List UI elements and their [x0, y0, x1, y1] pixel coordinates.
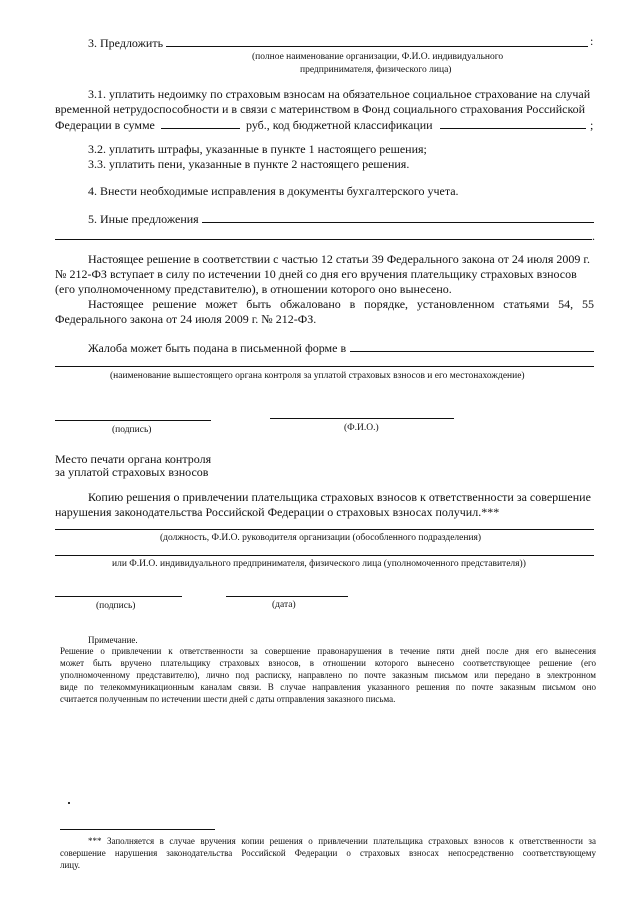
receipt-date-field[interactable] [226, 596, 348, 597]
appeal-caption: (наименование вышестоящего органа контроля за уплатой страховых взносов и его местонахождение) [110, 371, 525, 381]
item3-1-line2: временной нетрудоспособности и в связи с материнством в Фонд социального страхования Российской [55, 102, 586, 116]
footnote-separator [60, 829, 215, 830]
official-name-field[interactable] [270, 418, 454, 419]
copy-line2: нарушения законодательства Российской Федерации о страховых взносах получил.*** [55, 505, 500, 519]
item3-1-line3-b: руб., код бюджетной классификации [246, 118, 433, 132]
footnote-line1: *** Заполняется в случае вручения копии решения о привлечении плательщика страховых взносов к ответственности за [88, 836, 596, 846]
note-title: Примечание. [88, 635, 138, 645]
footnote-line2: совершение нарушения законодательства Российской Федерации о страховых взносах непосредственно соответствующему [60, 848, 596, 858]
note-line3: уполномоченному представителю), лично под расписку, направлено по почте заказным письмом или передано в электронном [60, 670, 596, 680]
organization-caption-1: (полное наименование организации, Ф.И.О. индивидуального [252, 52, 504, 62]
effect-line5: Федерального закона от 24 июля 2009 г. № 212-ФЗ. [55, 312, 317, 326]
effect-line2: № 212-ФЗ вступает в силу по истечении 10 дней со дня его вручения плательщику страховых взносов [55, 267, 577, 281]
copy-date-caption: (дата) [272, 600, 296, 610]
stamp-line1: Место печати органа контроля [55, 452, 212, 466]
item5-label: 5. Иные предложения [88, 212, 199, 226]
copy-caption1: (должность, Ф.И.О. руководителя организации (обособленного подразделения) [160, 533, 482, 543]
footnote-line3: лицу. [60, 860, 80, 870]
item3-3: 3.3. уплатить пени, указанные в пункте 2 настоящего решения. [88, 157, 410, 171]
copy-line1: Копию решения о привлечении плательщика страховых взносов к ответственности за совершение [88, 490, 591, 504]
other-proposals-field-1[interactable] [202, 222, 594, 223]
recipient-position-field[interactable] [55, 529, 594, 530]
recipient-name-field[interactable] [55, 555, 594, 556]
scan-speck [68, 802, 70, 804]
item3-colon: : [590, 34, 594, 48]
appeal-label: Жалоба может быть подана в письменной форме в [88, 341, 347, 355]
effect-line4: Настоящее решение может быть обжаловано в порядке, установленном статьями 54, 55 [88, 297, 594, 311]
official-signature-field[interactable] [55, 420, 211, 421]
effect-line3: (его уполномоченному представителю), в отношении которого оно вынесено. [55, 282, 452, 296]
effect-line1: Настоящее решение в соответствии с частью 12 статьи 39 Федерального закона от 24 июля 2009 г. [88, 252, 590, 266]
note-line2: может быть вручено плательщику страховых взносов, в отношении которого вынесено соответствующее решение (его [60, 658, 596, 668]
stamp-line2: за уплатой страховых взносов [55, 465, 209, 479]
appeal-authority-field-2[interactable] [55, 366, 594, 367]
note-line5: считается полученным по истечении шести дней с даты отправления заказного письма. [60, 694, 396, 704]
other-proposals-field-2[interactable] [55, 239, 592, 240]
appeal-authority-field-1[interactable] [350, 351, 594, 352]
organization-caption-2: предпринимателя, физического лица) [300, 65, 452, 75]
item3-1-line3-a: Федерации в сумме [55, 118, 155, 132]
amount-field[interactable] [161, 128, 240, 129]
note-line4: виде по телекоммуникационным каналам связи. В случае направления указанного решения по почте заказным письмом оно [60, 682, 596, 692]
copy-sign-caption: (подпись) [96, 601, 136, 611]
item5-period: . [592, 229, 595, 243]
budget-code-field[interactable] [440, 128, 586, 129]
item3-label: 3. Предложить [88, 36, 164, 50]
recipient-signature-field[interactable] [55, 596, 182, 597]
organization-name-field[interactable] [166, 46, 588, 47]
item3-1-line1: 3.1. уплатить недоимку по страховым взносам на обязательное социальное страхование на случай [88, 87, 591, 101]
item3-1-semicolon: ; [590, 118, 594, 132]
copy-caption2: или Ф.И.О. индивидуального предпринимателя, физического лица (уполномоченного представителя)) [112, 559, 526, 569]
signature-caption: (подпись) [112, 425, 152, 435]
note-line1: Решение о привлечении к ответственности за совершение правонарушения в течение пяти дней после дня его вынесения [60, 646, 596, 656]
name-caption: (Ф.И.О.) [344, 423, 379, 433]
item4: 4. Внести необходимые исправления в документы бухгалтерского учета. [88, 184, 459, 198]
item3-2: 3.2. уплатить штрафы, указанные в пункте 1 настоящего решения; [88, 142, 427, 156]
